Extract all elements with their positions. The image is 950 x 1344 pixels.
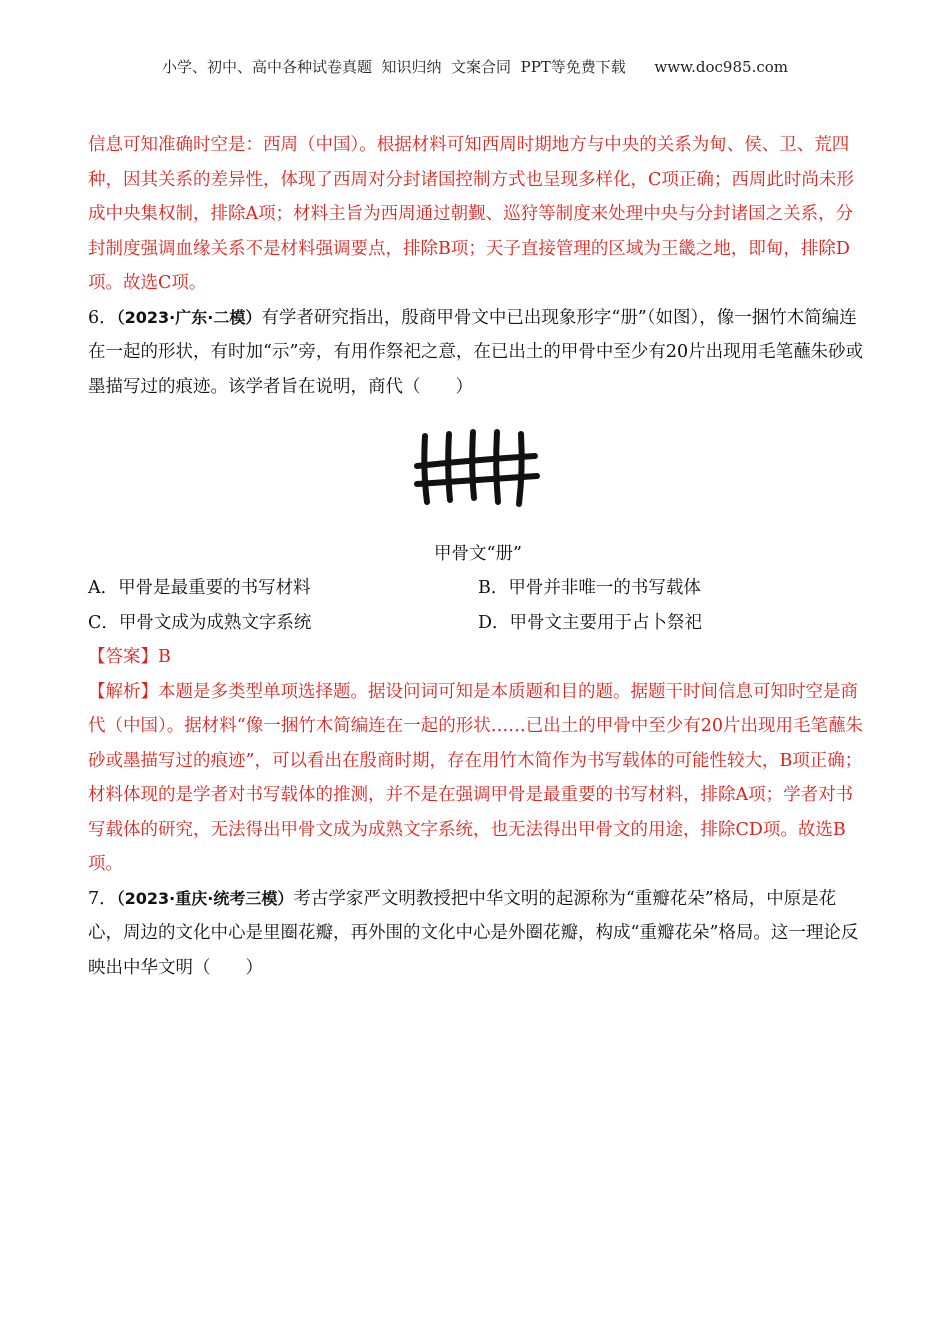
figure-caption: 甲骨文“册” — [434, 543, 522, 564]
question-6-answer: 【答案】B — [88, 647, 171, 667]
question-6-number: 6． — [88, 307, 117, 328]
page-header: 小学、初中、高中各种试卷真题 知识归纳 文案合同 PPT等免费下载 www.doc985.com — [161, 58, 788, 76]
question-7 — [88, 882, 868, 986]
question-6-source: （2023·广东·二模） — [116, 307, 262, 327]
question-6-analysis: 【解析】本题是多类型单项选择题。据设问词可知是本质题和目的题。据题干时间信息可知时空是商代（中国）。据材料“像一捆竹木简编连在一起的形状……已出土的甲骨中至少有20片出现用毛笔蘸朱砂或墨描写过的痕迹”，可以看出在殷商时期，存在用竹木简作为书写载体的可能性较大，B项正确；材料体现的是学者对书写载体的推测，并不是在强调甲骨是最重要的书写材料，排除A项；学者对书写载体的研究，无法得出甲骨文成为成熟文字系统，也无法得出甲骨文的用途，排除CD项。故选B项。 — [88, 681, 863, 874]
oracle-bone-ce-figure — [88, 426, 868, 523]
question-7-number: 7． — [88, 888, 117, 909]
option-c: C．甲骨文成为成熟文字系统 — [88, 612, 312, 633]
question-6-options — [88, 571, 868, 640]
option-b: B．甲骨并非唯一的书写载体 — [478, 578, 701, 598]
question-7-stem: 考古学家严文明教授把中华文明的起源称为“重瓣花朵”格局，中原是花心，周边的文化中心是里圈花瓣，再外围的文化中心是外圈花瓣，构成“重瓣花朵”格局。这一理论反映出中华文明（ ） — [88, 888, 859, 978]
oracle-bone-ce-glyph-image — [413, 426, 543, 510]
document-body — [88, 128, 868, 985]
option-a: A．甲骨是最重要的书写材料 — [88, 578, 311, 598]
question-6-stem: 有学者研究指出，殷商甲骨文中已出现象形字“册”（如图），像一捆竹木简编连在一起的形状，有时加“示”旁，有用作祭祀之意，在已出土的甲骨中至少有20片出现用毛笔蘸朱砂或墨描写过的痕迹。该学者旨在说明，商代（ ） — [88, 307, 864, 397]
option-d: D．甲骨文主要用于占卜祭祀 — [478, 612, 703, 633]
question-7-source: （2023·重庆·统考三模） — [116, 888, 294, 908]
q5-analysis-continued: 信息可知准确时空是：西周（中国）。根据材料可知西周时期地方与中央的关系为甸、侯、卫、荒四种，因其关系的差异性，体现了西周对分封诸国控制方式也呈现多样化，C项正确；西周此时尚未形成中央集权制，排除A项；材料主旨为西周通过朝觐、巡狩等制度来处理中央与分封诸国之关系，分封制度强调血缘关系不是材料强调要点，排除B项；天子直接管理的区域为王畿之地，即甸，排除D项。故选C项。 — [88, 135, 854, 293]
question-6 — [88, 301, 868, 405]
